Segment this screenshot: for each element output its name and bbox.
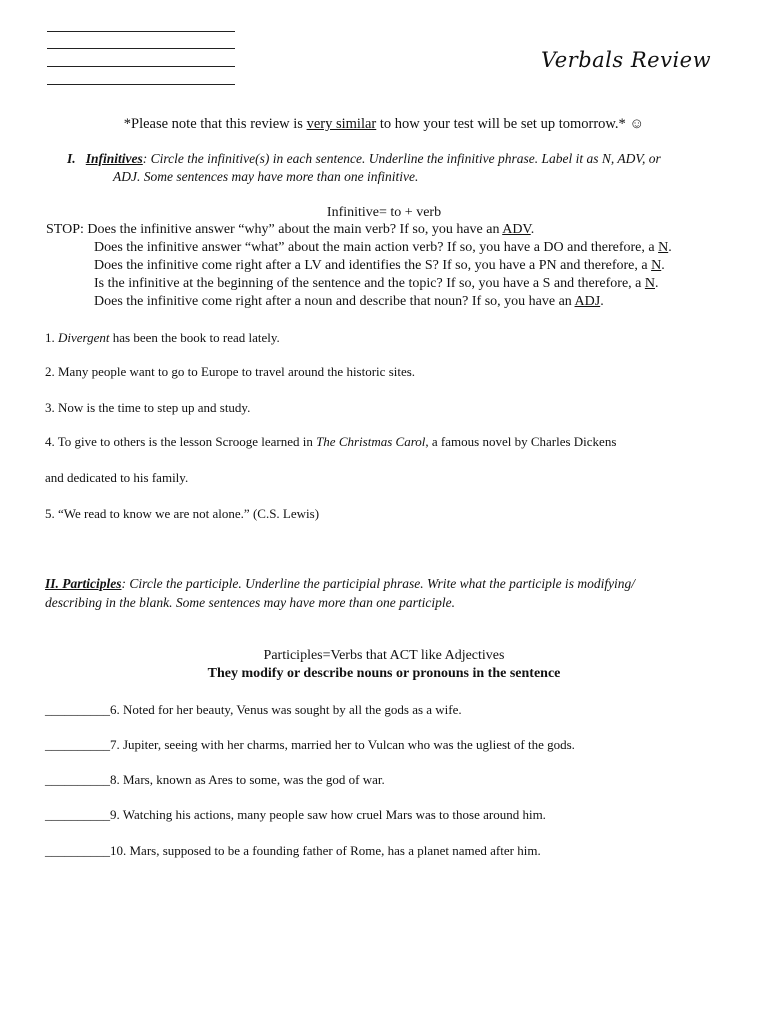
stop-label: STOP: [46, 222, 84, 237]
section1-heading: Infinitives [85, 151, 143, 166]
item-4: 4. To give to others is the lesson Scrooge learned in The Christmas Carol, a famous novel by Charles Dickens [45, 434, 617, 449]
section2-instruction-line2: describing in the blank. Some sentences may have more than one participle. [45, 595, 456, 610]
item-5: 5. “We read to know we are not alone.” (C.S. Lewis) [45, 506, 320, 521]
name-line[interactable] [47, 48, 235, 49]
name-line[interactable] [47, 66, 235, 67]
answer-adv: ADV [502, 222, 531, 237]
infinitive-formula: Infinitive= to + verb [326, 205, 442, 220]
note-pre: *Please note that this review is [123, 116, 307, 132]
item-6: __________6. Noted for her beauty, Venus was sought by all the gods as a wife. [45, 702, 462, 717]
review-note [0, 116, 768, 133]
item-8: __________8. Mars, known as Ares to some, was the god of war. [45, 772, 385, 787]
answer-n: N [651, 258, 662, 273]
item-10: __________10. Mars, supposed to be a founding father of Rome, has a planet named after him. [45, 843, 541, 858]
book-title: The Christmas Carol [316, 434, 426, 449]
item-3: 3. Now is the time to step up and study. [45, 400, 251, 415]
note-post: to how your test will be set up tomorrow.* ☺ [376, 116, 645, 132]
stop-question-4: Is the infinitive at the beginning of the sentence and the topic? If so, you have a S and therefore, a N. [94, 276, 659, 291]
item-2: 2. Many people want to go to Europe to travel around the historic sites. [45, 364, 416, 379]
book-title: Divergent [58, 330, 110, 345]
page-title: Verbals Review [541, 48, 712, 72]
section2-instructions [45, 576, 635, 592]
answer-n: N [658, 240, 669, 255]
item-7: __________7. Jupiter, seeing with her charms, married her to Vulcan who was the ugliest of the gods. [45, 737, 575, 752]
item-4-continued: and dedicated to his family. [45, 470, 189, 485]
section2-heading: II. Participles [45, 576, 122, 591]
answer-adj: ADJ [574, 294, 601, 309]
section1-instruction-line1: : Circle the infinitive(s) in each sentence. Underline the infinitive phrase. Label it as N, ADV, or [142, 151, 661, 166]
section1-numeral: I. [67, 151, 76, 166]
section1-instruction-line2: ADJ. Some sentences may have more than one infinitive. [113, 169, 419, 184]
note-underlined: very similar [306, 116, 377, 132]
participle-formula: Participles=Verbs that ACT like Adjectives [263, 648, 505, 663]
item-1: 1. Divergent has been the book to read lately. [45, 330, 280, 345]
name-line[interactable] [47, 31, 235, 32]
participle-formula-2: They modify or describe nouns or pronouns in the sentence [207, 666, 561, 681]
stop-question-3: Does the infinitive come right after a LV and identifies the S? If so, you have a PN and therefore, a N. [94, 258, 665, 273]
answer-n: N [644, 276, 655, 291]
stop-question-5: Does the infinitive come right after a noun and describe that noun? If so, you have an ADJ. [94, 294, 604, 309]
stop-question-2: Does the infinitive answer “what” about the main action verb? If so, you have a DO and therefore, a N. [94, 240, 672, 255]
name-line[interactable] [47, 84, 235, 85]
stop-question-1: STOP: Does the infinitive answer “why” about the main verb? If so, you have an ADV. [46, 222, 535, 237]
section1-instructions [67, 151, 661, 167]
item-9: __________9. Watching his actions, many people saw how cruel Mars was to those around him. [45, 807, 546, 822]
section2-instruction-line1: : Circle the participle. Underline the participial phrase. Write what the participle is modifying/ [121, 576, 636, 591]
